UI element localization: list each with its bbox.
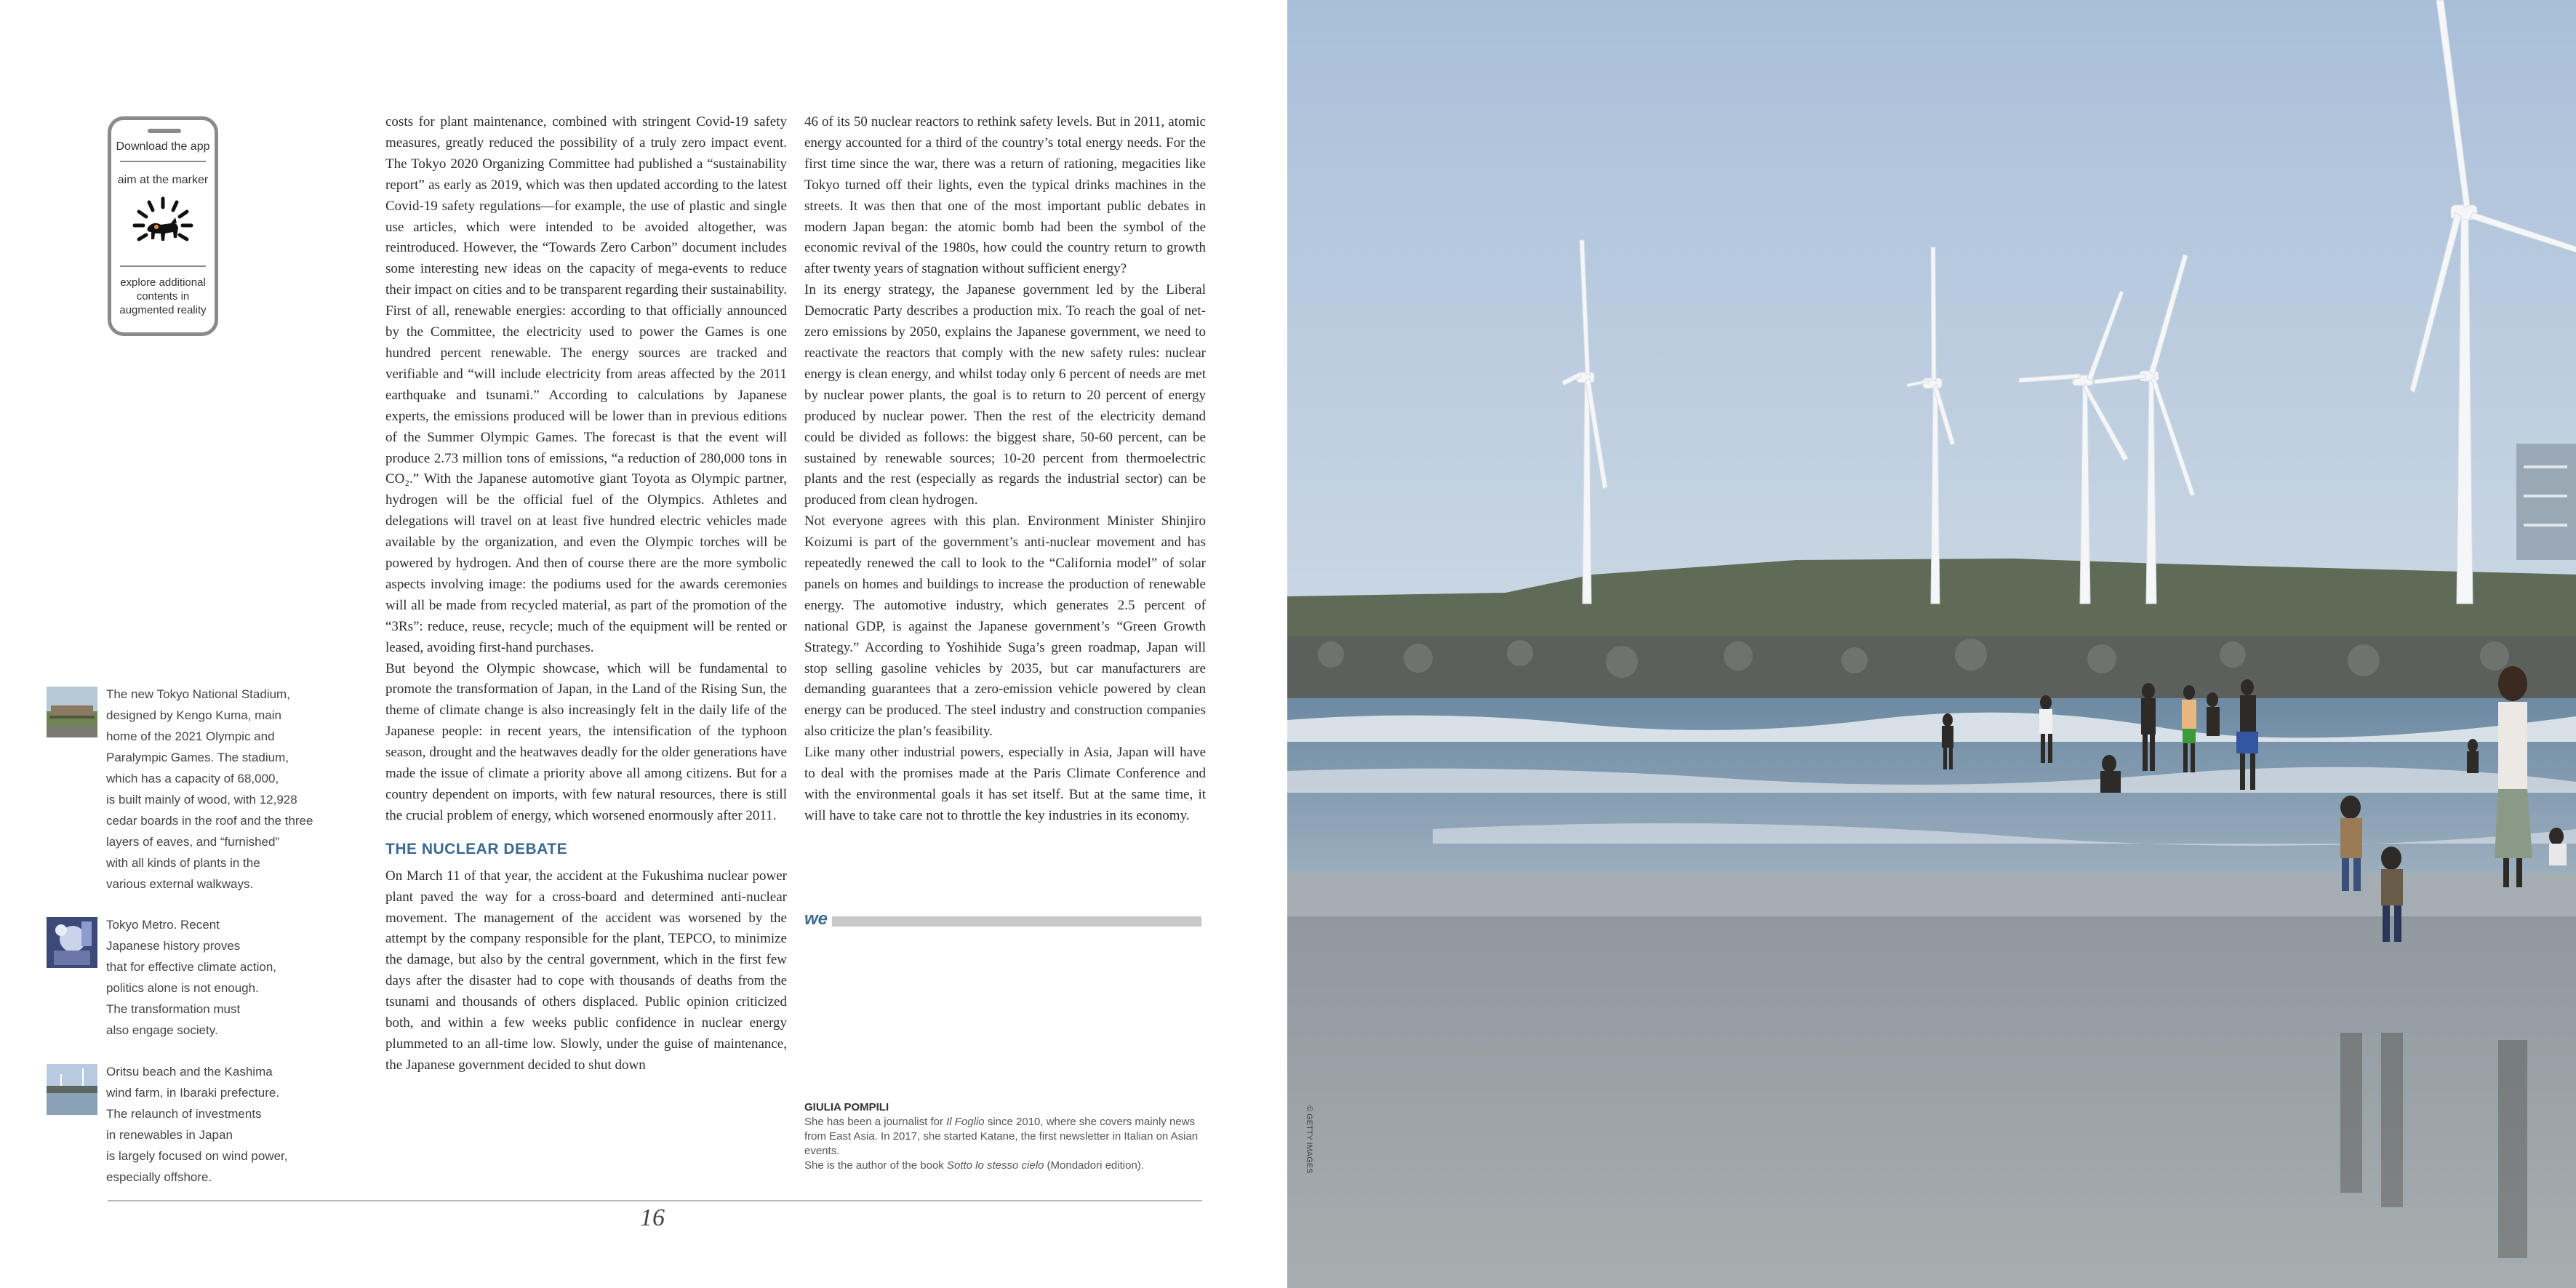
metro-thumbnail — [47, 917, 97, 968]
divider — [120, 161, 206, 162]
left-page — [0, 0, 1287, 1288]
photo-credit: © GETTY IMAGES — [1305, 1105, 1313, 1174]
ar-app-widget[interactable] — [108, 116, 218, 336]
stadium-thumbnail — [47, 687, 97, 737]
ar-download-label: Download the app — [116, 140, 210, 153]
body-paragraph: Not everyone agrees with this plan. Environment Minister Shinjiro Koizumi is part of the government’s anti-nuclear movement and has repeatedly renewed the call to look to the “California model” of solar panels on homes and buildings to increase the production of renewable energy. The automotive industry, which generates 2.5 percent of national GDP, is against the Japanese government’s “Green Growth Strategy.” According to Yoshihide Suga’s green roadmap, Japan will stop selling gasoline vehicles by 2035, but car manufacturers are demanding guarantees that a zero-emission vehicle powered by clean energy can be produced. The steel industry and construction companies also criticize the plan’s feasibility. — [804, 513, 1206, 740]
section-subhead: THE NUCLEAR DEBATE — [385, 840, 568, 857]
article-column-2 — [804, 112, 1206, 827]
author-box — [804, 1100, 1204, 1173]
phone-speaker-icon — [148, 129, 181, 133]
body-paragraph: 46 of its 50 nuclear reactors to rethink safety levels. But in 2011, atomic energy accounted for a third of the country’s total energy needs. For the first time since the war, there was a return of rationing, megacities like Tokyo turned off their lights, even the typical drinks machines in the streets. It was then that one of the most important public debates in modern Japan began: the atomic bomb had been the symbol of the economic revival of the 1980s, how could the country return to growth after twenty years of stagnation without sufficient energy? — [804, 114, 1206, 277]
ar-explore-label: explore additional contents in augmented reality — [119, 276, 207, 316]
right-page — [1287, 0, 2576, 1288]
article-column-1 — [385, 112, 787, 1076]
footer-rule — [108, 1200, 1202, 1201]
body-paragraph: But beyond the Olympic showcase, which will be fundamental to promote the transformation of Japan, in the Land of the Rising Sun, the theme of climate change is also increasingly felt in the daily life of the Japanese people: in recent years, the intensification of the typhoon season, drought and the heatwaves deadly for the older generations have made the issue of climate a priority above all among citizens. But for a country dependent on imports, with few natural resources, there is still the crucial problem of energy, which worsened enormously after 2011. — [385, 660, 787, 823]
caption-text: Oritsu beach and the Kashima wind farm, in Ibaraki prefecture. The relaunch of investments in renewables in Japan is largely focused on wind power, especially offshore. — [106, 1065, 288, 1184]
author-name: GIULIA POMPILI — [804, 1101, 889, 1113]
caption-text: The new Tokyo National Stadium, designed by Kengo Kuma, main home of the 2021 Olympic and Paralympic Games. The stadium, which has a capacity of 68,000, is built mainly of wood, with 12,928 cedar boards in the roof and the three layers of eaves, and “furnished” with all kinds of plants in the various external walkways. — [106, 687, 313, 891]
author-bio-text: She is the author of the book — [804, 1159, 947, 1172]
body-paragraph: On March 11 of that year, the accident at the Fukushima nuclear power plant paved the way for a cross-board and determined anti-nuclear movement. The management of the accident was worsened by the attempt by the company responsible for the plant, TEPCO, to minimize the damage, but also by the central government, which in the first few days after the disaster had to cope with thousands of deaths from the tsunami and thousands of others displaced. Public opinion criticized both, and within a few weeks public confidence in nuclear energy plummeted to an all-time low. Slowly, under the guise of maintenance, the Japanese government decided to shut down — [385, 868, 787, 1073]
newspaper-title: Il Foglio — [946, 1116, 985, 1128]
beach-wind-farm-photo — [1287, 0, 2576, 1288]
author-bio-text: since 2010, where she covers mainly news from East Asia. In 2017, she started Katane, the first newsletter in Italian on Asian events. — [804, 1116, 1199, 1157]
divider — [120, 265, 206, 267]
we-logo: we — [804, 911, 832, 928]
eni-marker-icon — [132, 196, 194, 258]
body-paragraph: costs for plant maintenance, combined with stringent Covid-19 safety measures, greatly reduced the possibility of a truly zero impact event. The Tokyo 2020 Organizing Committee had published a “sustainability report” as early as 2019, which was then updated according to the latest Covid-19 safety regulations—for example, the use of plastic and single use articles, which were intended to be avoided altogether, was reintroduced. However, the “Towards Zero Carbon” document includes some interesting new ideas on the capacity of mega-events to reduce their impact on cities and to be transparent regarding their sustainability. First of all, renewable energies: according to that officially announced by the Committee, the electricity used to power the Games is one hundred percent renewable. The energy sources are tracked and verifiable and “will include electricity from areas affected by the 2011 earthquake and tsunami.” According to calculations by Japanese experts, the emissions produced will be lower than in previous editions of the Summer Olympic Games. The forecast is that the event will produce 2.73 million tons of emissions, “a reduction of 280,000 tons in CO₂.” With the Japanese automotive giant Toyota as Olympic partner, hydrogen will be the official fuel of the Olympics. Athletes and delegations will travel on at least five hundred electric vehicles made available by the organization, and even the Olympic torches will be powered by hydrogen. And then of course there are the more symbolic aspects involving image: the podiums used for the awards ceremonies will all be made from recycled material, as part of the promotion of the “3Rs”: reduce, reuse, recycle; much of the equipment will be rented or leased, avoiding first-hand purchases. — [385, 114, 787, 655]
body-paragraph: In its energy strategy, the Japanese government led by the Liberal Democratic Party describes a production mix. To reach the goal of net-zero emissions by 2050, explains the Japanese government, we need to reactivate the reactors that comply with the new safety rules: nuclear energy is clean energy, and whilst today only 6 percent of needs are met by nuclear power plants, the goal is to return to 20 percent of energy produced by nuclear power. Then the rest of the electricity demand could be divided as follows: the biggest share, 50-60 percent, can be sustained by renewable sources; 10-20 percent from thermoelectric plants and the rest (especially as regards the industrial sector) can be produced from clean hydrogen. — [804, 282, 1206, 508]
ar-aim-label: aim at the marker — [117, 174, 209, 186]
book-title: Sotto lo stesso cielo — [946, 1159, 1044, 1172]
article-end-bar — [804, 916, 1201, 927]
caption-text: Tokyo Metro. Recent Japanese history proves that for effective climate action, politics alone is not enough. The transformation must also engage society. — [106, 918, 277, 1037]
beach-thumbnail — [47, 1064, 97, 1115]
page-number: 16 — [640, 1204, 665, 1231]
author-bio-text: (Mondadori edition). — [1044, 1159, 1144, 1172]
author-bio-text: She has been a journalist for — [804, 1116, 947, 1128]
body-paragraph: Like many other industrial powers, especially in Asia, Japan will have to deal with the promises made at the Paris Climate Conference and with the environmental goals it has set itself. But at the same time, it will have to take care not to throttle the key industries in its economy. — [804, 745, 1206, 823]
author-bio — [804, 1115, 1204, 1173]
